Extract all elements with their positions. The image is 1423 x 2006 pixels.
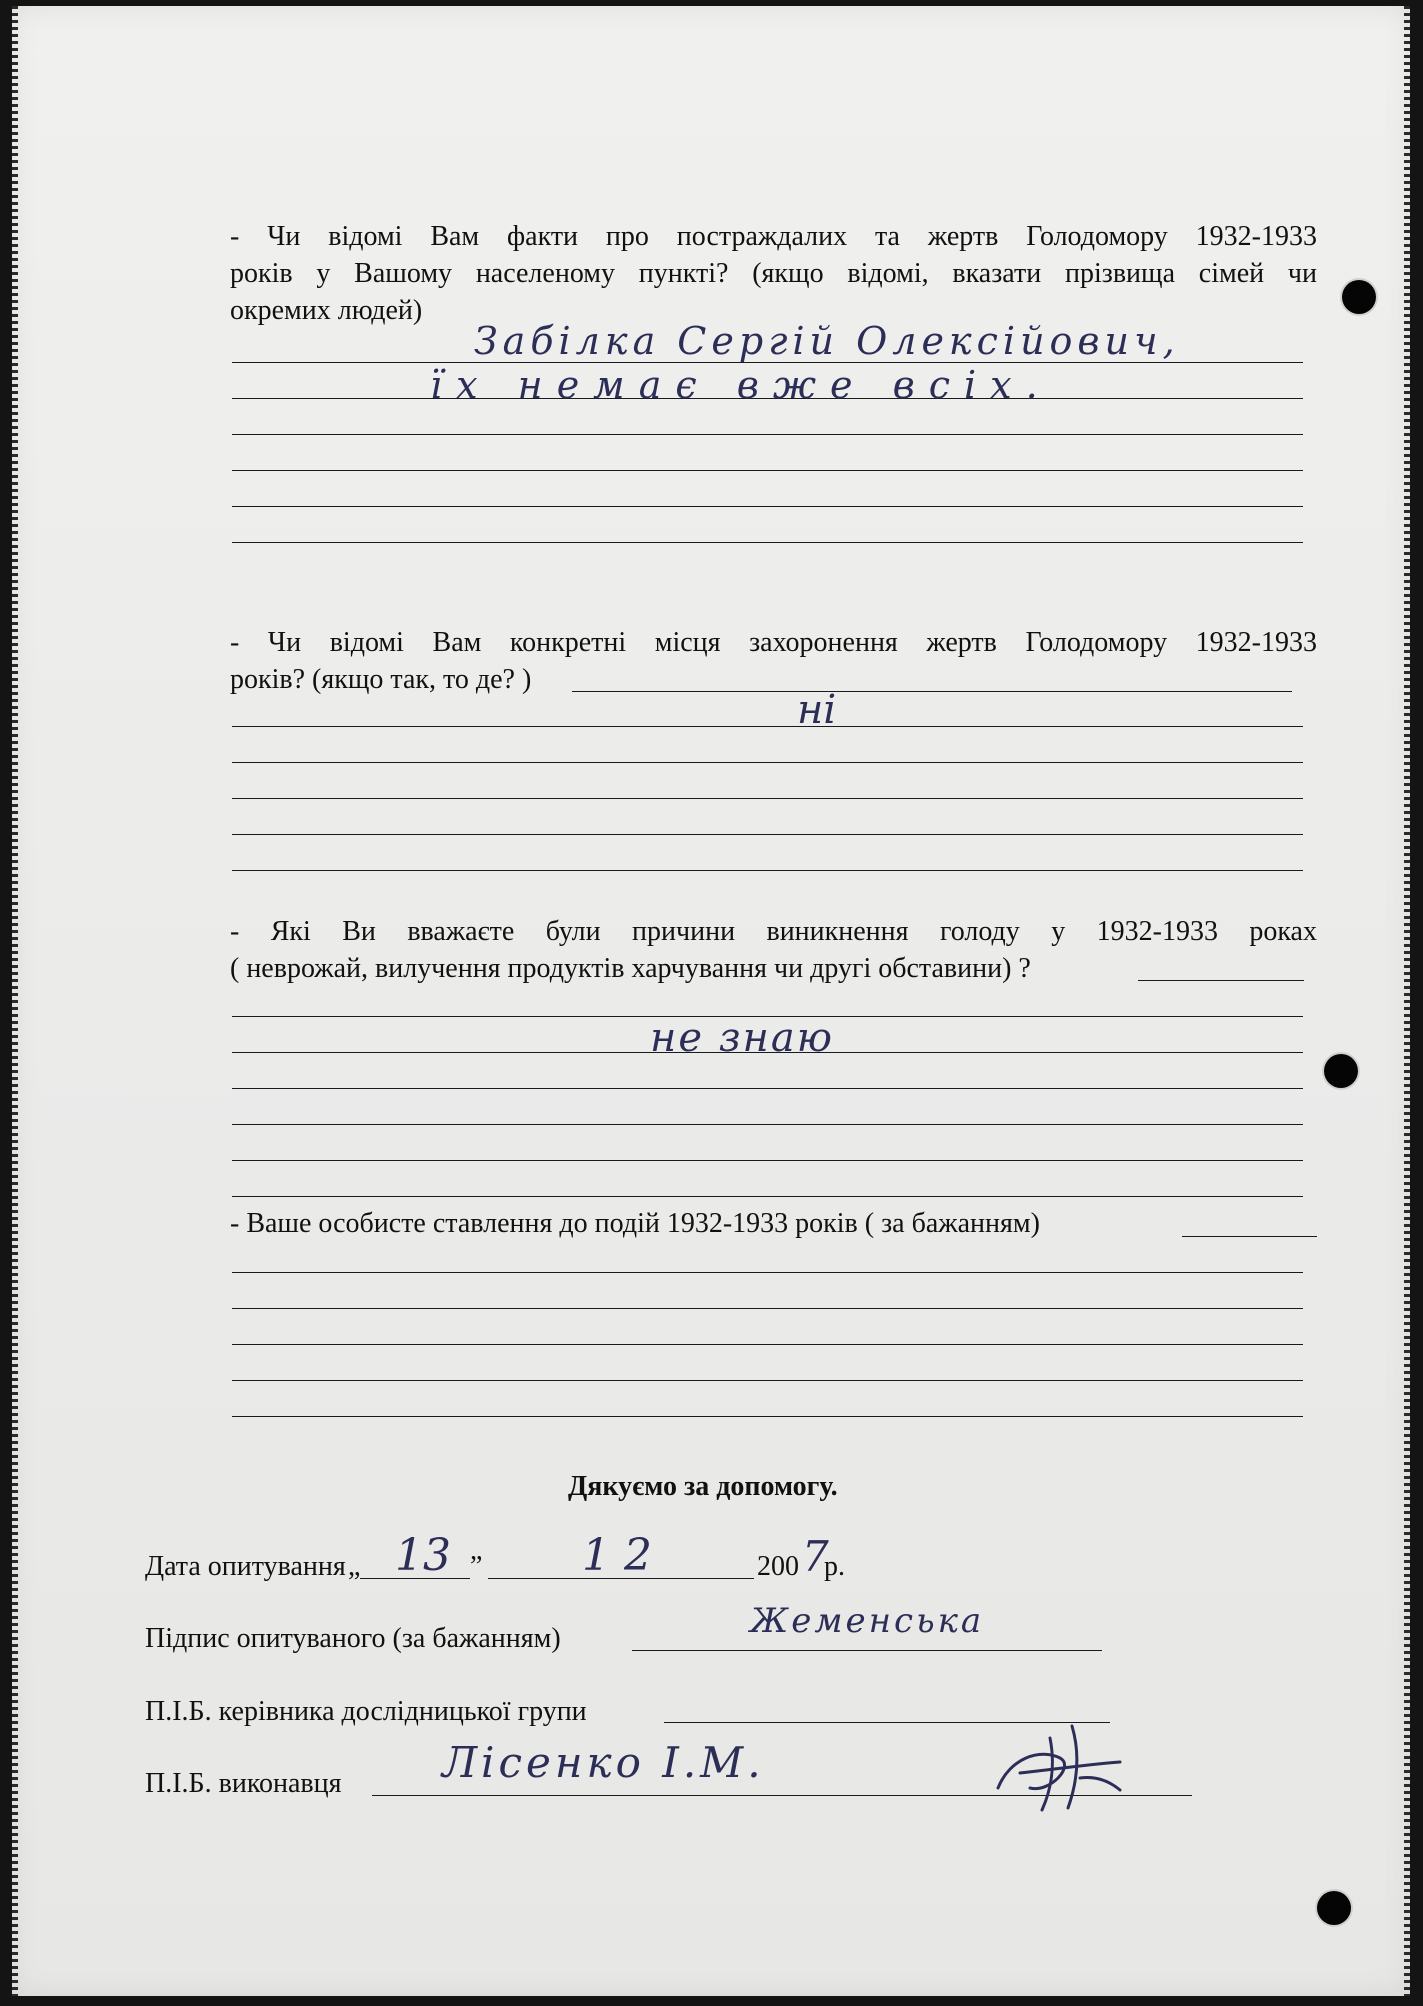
respondent-signature-value: Жеменська bbox=[750, 1601, 985, 1641]
survey-date-open-quote: „ bbox=[348, 1551, 361, 1582]
answer-line bbox=[232, 1344, 1303, 1345]
respondent-signature-label: Підпис опитуваного (за бажанням) bbox=[145, 1623, 561, 1654]
question-1-line-1: - Чи відомі Вам факти про постраждалих та жертв Голодомору 1932-1933 bbox=[230, 221, 1317, 252]
answer-line bbox=[232, 1272, 1303, 1273]
question-2-answer: ні bbox=[797, 687, 837, 733]
thanks-text: Дякуємо за допомогу. bbox=[568, 1471, 838, 1502]
answer-line bbox=[232, 542, 1303, 543]
group-leader-label: П.І.Б. керівника дослідницької групи bbox=[145, 1696, 587, 1727]
survey-date-year-prefix: 200 bbox=[757, 1551, 799, 1582]
answer-line bbox=[232, 762, 1303, 763]
survey-date-month: 12 bbox=[582, 1530, 666, 1581]
question-2-line-2: років? (якщо так, то де? ) bbox=[230, 664, 532, 695]
answer-line bbox=[232, 1308, 1303, 1309]
answer-line bbox=[572, 691, 1292, 692]
answer-line bbox=[232, 1124, 1303, 1125]
question-3-line-1: - Які Ви вважаєте були причини виникнення голоду у 1932-1933 роках bbox=[230, 916, 1317, 947]
question-3-line-2: ( неврожай, вилучення продуктів харчування чи другі обставини) ? bbox=[230, 953, 1031, 984]
question-1-line-2: років у Вашому населеному пункті? (якщо відомі, вказати прізвища сімей чи bbox=[230, 258, 1317, 289]
survey-date-year-suffix: р. bbox=[824, 1551, 845, 1582]
question-1-answer-line-1: Забілка Сергій Олексійович, bbox=[474, 319, 1180, 363]
answer-line bbox=[1182, 1236, 1317, 1237]
answer-line bbox=[232, 726, 1303, 727]
executor-label: П.І.Б. виконавця bbox=[145, 1768, 342, 1799]
answer-line bbox=[232, 1380, 1303, 1381]
answer-line bbox=[232, 470, 1303, 471]
punch-hole-middle bbox=[1324, 1054, 1358, 1088]
survey-date-year-digit: 7 bbox=[802, 1532, 829, 1581]
answer-line bbox=[232, 870, 1303, 871]
answer-line bbox=[232, 1416, 1303, 1417]
question-3-answer: не знаю bbox=[650, 1015, 834, 1061]
answer-line bbox=[232, 1160, 1303, 1161]
answer-line bbox=[1138, 980, 1304, 981]
answer-line bbox=[232, 506, 1303, 507]
answer-line bbox=[232, 1196, 1303, 1197]
survey-date-close-quote: ” bbox=[470, 1551, 483, 1582]
survey-date-day: 13 bbox=[395, 1530, 451, 1581]
answer-line bbox=[232, 1088, 1303, 1089]
answer-line bbox=[232, 434, 1303, 435]
survey-date-label: Дата опитування bbox=[145, 1551, 346, 1582]
question-4-line-1: - Ваше особисте ставлення до подій 1932-1933 років ( за бажанням) bbox=[230, 1208, 1040, 1239]
question-1-answer-line-2: їх немає вже всіх. bbox=[430, 363, 1052, 407]
executor-signature-flourish bbox=[980, 1718, 1120, 1818]
answer-line bbox=[232, 798, 1303, 799]
answer-line bbox=[232, 834, 1303, 835]
question-1-line-3: окремих людей) bbox=[230, 295, 423, 326]
executor-value: Лісенко І.М. bbox=[442, 1738, 765, 1787]
questionnaire-sheet bbox=[12, 6, 1410, 1996]
respondent-signature-line bbox=[632, 1650, 1102, 1651]
question-2-line-1: - Чи відомі Вам конкретні місця захоронення жертв Голодомору 1932-1933 bbox=[230, 627, 1317, 658]
punch-hole-top bbox=[1342, 280, 1376, 314]
punch-hole-bottom bbox=[1317, 1891, 1351, 1925]
